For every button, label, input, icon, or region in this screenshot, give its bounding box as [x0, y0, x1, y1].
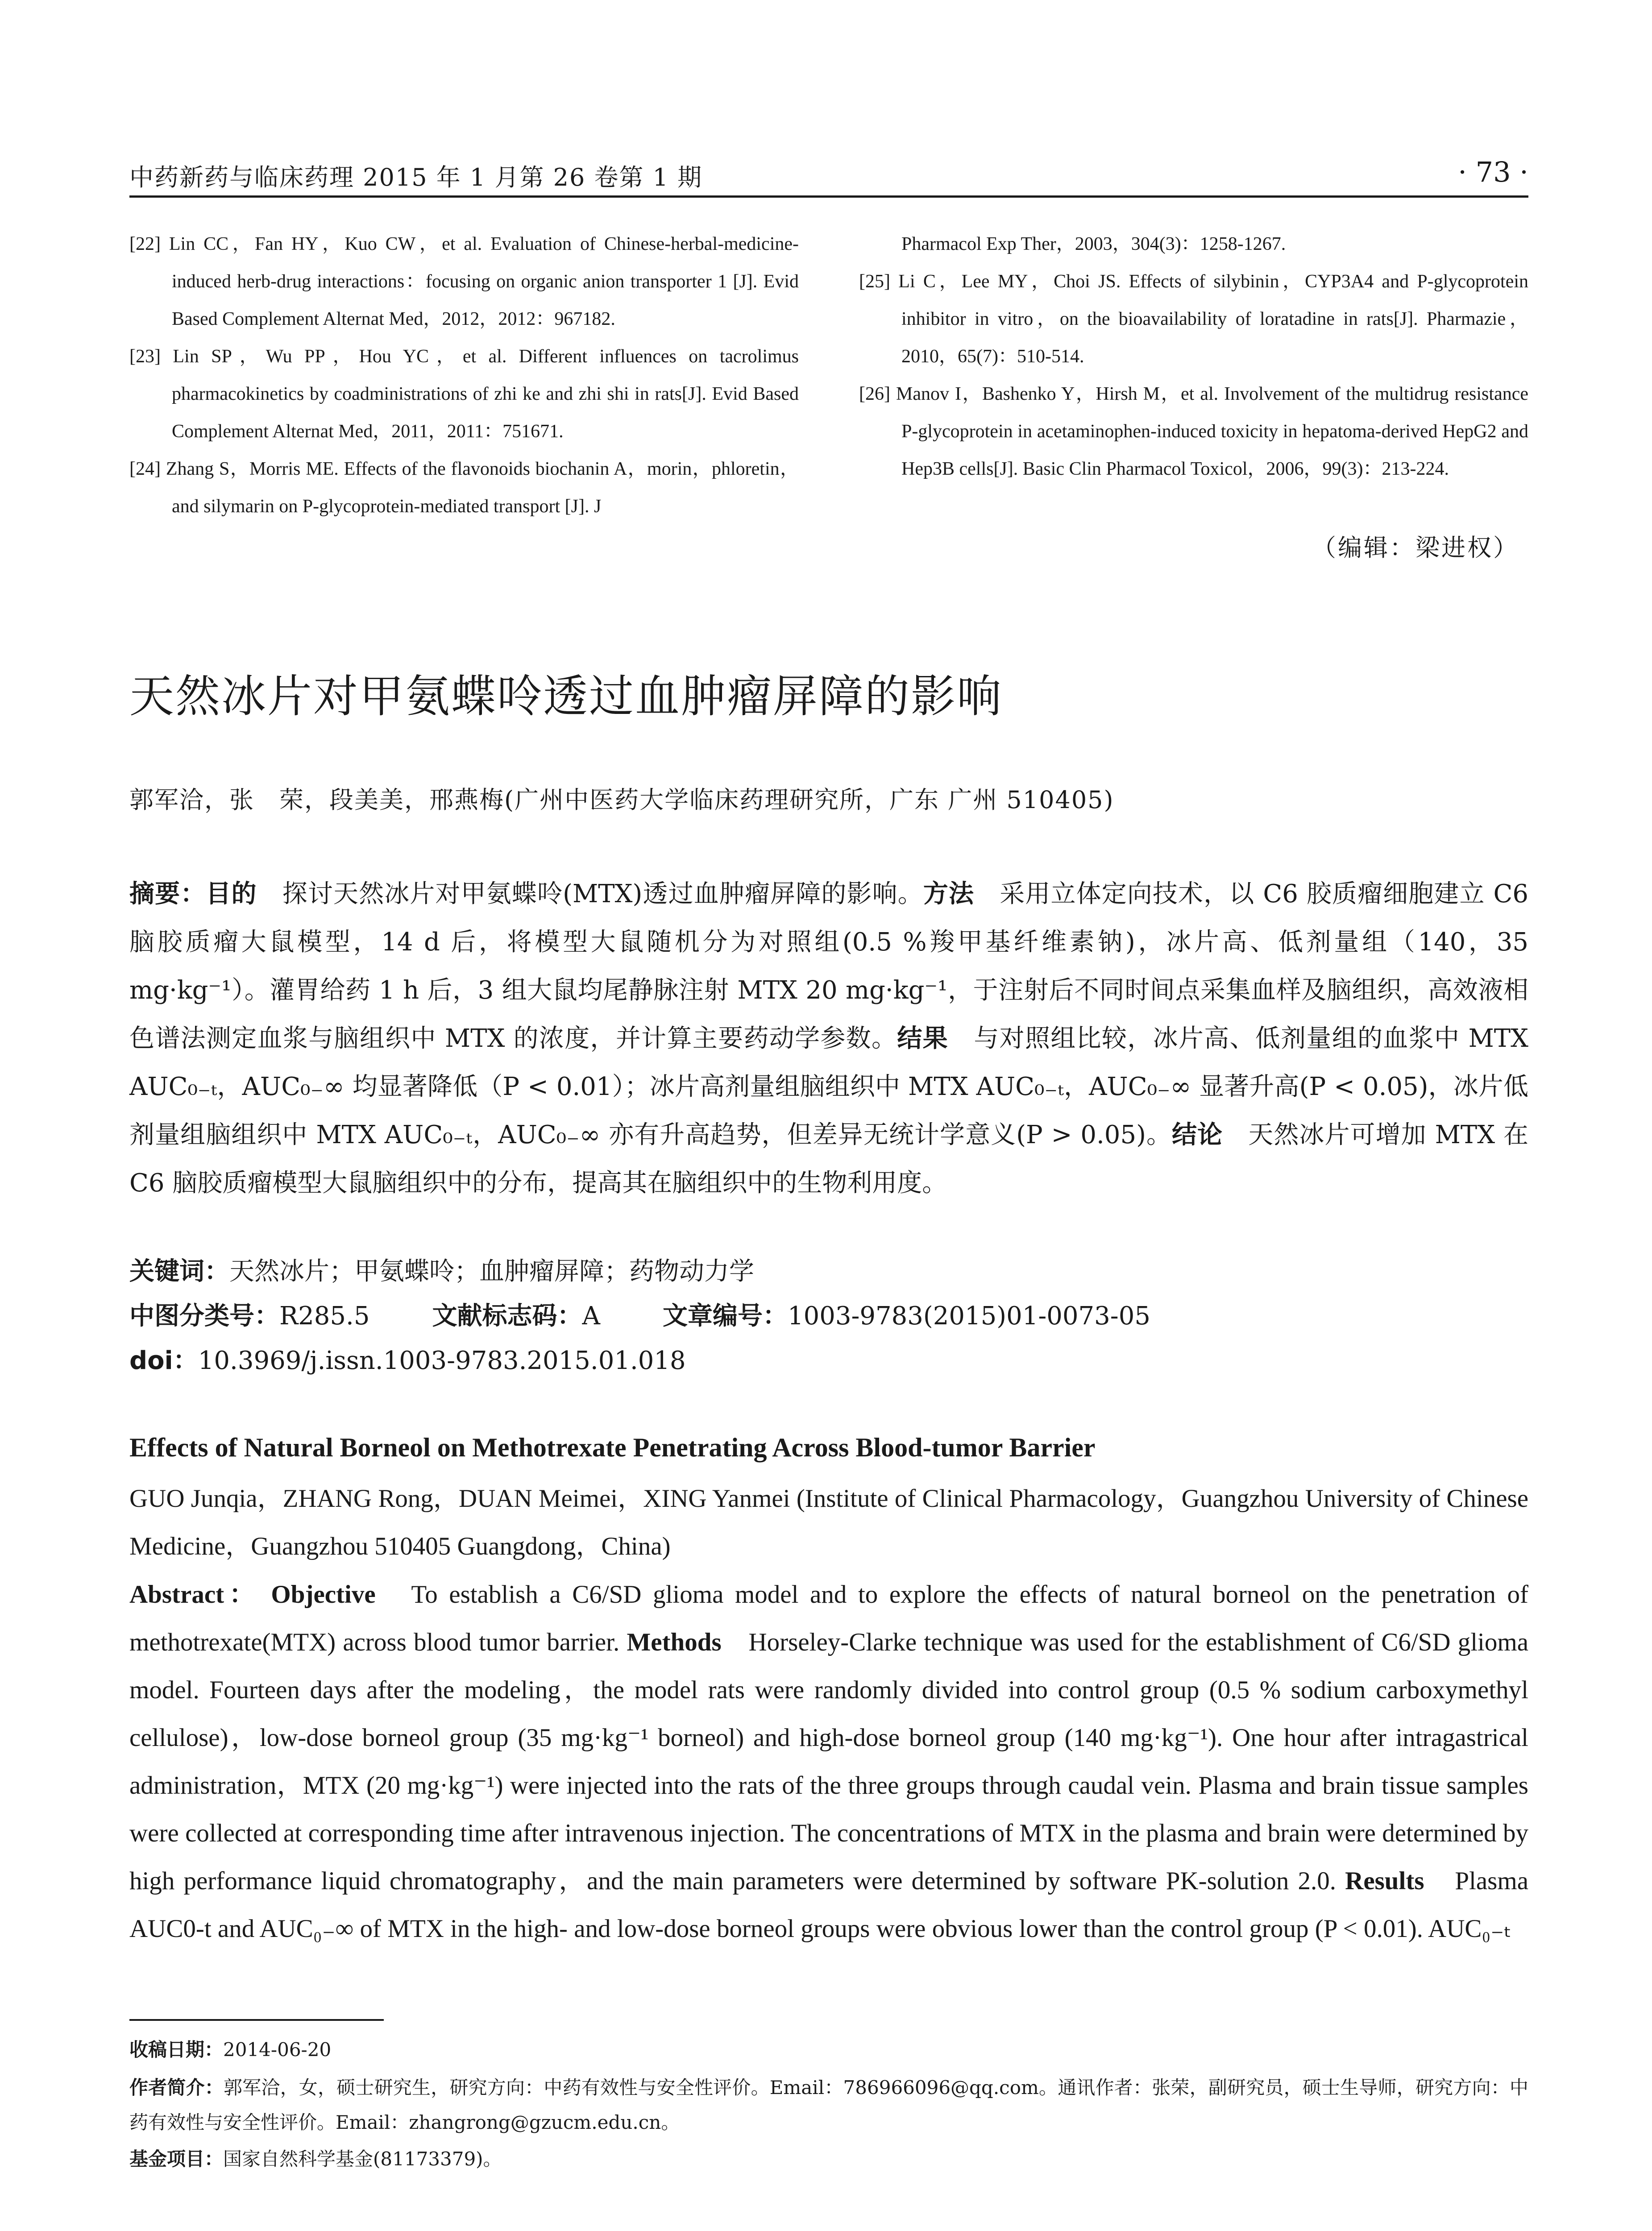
doc-code-label: 文献标志码：: [432, 1302, 582, 1331]
article-no-value: 1003-9783(2015)01-0073-05: [787, 1302, 1150, 1331]
english-authors: [129, 1475, 1528, 1570]
author-bio-label: 作者简介：: [129, 2077, 224, 2098]
clc-label: 中图分类号：: [129, 1302, 279, 1331]
page-number: · 73 ·: [1458, 156, 1528, 188]
conclusion-text: 天然冰片可增加 MTX 在 C6 脑胶质瘤模型大鼠脑组织中的分布，提高其在脑组织中的生物利用度。: [129, 1120, 1528, 1198]
references-right-column: [859, 225, 1528, 488]
en-methods-text: Horseley-Clarke technique was used for the establishment of C6/SD glioma model. Fourteen days after the modeling，the model rats were randomly divided into control group (0.5 % sodium carboxymethyl cellulose)，low-dose borneol group (35 mg·kg⁻¹ borneol) and high-dose borneol group (140 mg·kg⁻¹). One hour after intragastrical administration，MTX (20 mg·kg⁻¹) were injected into the rats of the three groups through caudal vein. Plasma and brain tissue samples were collected at corresponding time after intravenous injection. The concentrations of MTX in the plasma and brain were determined by high performance liquid chromatography，and the main parameters were determined by software PK-solution 2.0.: [129, 1628, 1529, 1895]
running-header: [129, 158, 1528, 194]
funding-text: 国家自然科学基金(81173379)。: [223, 2148, 502, 2170]
received-value: 2014-06-20: [223, 2039, 332, 2061]
reference-25: [25] Li C，Lee MY，Choi JS. Effects of silybinin，CYP3A4 and P-glycoprotein inhibitor in vitro，on the bioavailability of loratadine in rats[J]. Pharmazie，2010，65(7)：510-514.: [859, 271, 1528, 367]
keywords-line: [129, 1249, 1528, 1294]
en-results-text: Plasma AUC0-t and AUC₀₋∞ of MTX in the high- and low-dose borneol groups were obvious lower than the control group (P < 0.01). AUC₀₋ₜ: [129, 1867, 1528, 1943]
article-authors: 郭军洽，张 荣，段美美，邢燕梅(广州中医药大学临床药理研究所，广东 广州 510405): [129, 786, 1114, 814]
doi-line: [129, 1339, 1528, 1383]
reference-23: [23] Lin SP，Wu PP，Hou YC，et al. Different influences on tacrolimus pharmacokinetics by coadministrations of zhi ke and zhi shi in rats[J]. Evid Based Complement Alternat Med，2011，2011：751671.: [129, 346, 799, 442]
reference-24: [24] Zhang S，Morris ME. Effects of the flavonoids biochanin A，morin，phloretin，and silymarin on P-glycoprotein-mediated transport [J]. J: [129, 459, 799, 517]
en-objective-label: Objective: [271, 1580, 376, 1609]
en-abstract-label: Abstract：: [129, 1580, 260, 1609]
doi-value: 10.3969/j.issn.1003-9783.2015.01.018: [198, 1346, 686, 1375]
purpose-text: 探讨天然冰片对甲氨蝶呤(MTX)透过血肿瘤屏障的影响。: [257, 879, 923, 908]
en-results-label: Results: [1345, 1867, 1424, 1895]
article-no-label: 文章编号：: [662, 1302, 788, 1331]
funding-label: 基金项目：: [129, 2148, 224, 2170]
en-methods-label: Methods: [627, 1628, 722, 1656]
funding: [129, 2142, 1528, 2177]
keywords-text: 天然冰片；甲氨蝶呤；血肿瘤屏障；药物动力学: [229, 1257, 754, 1286]
english-title: Effects of Natural Borneol on Methotrexate Penetrating Across Blood-tumor Barrier: [129, 1433, 1096, 1462]
conclusion-label: 结论: [1172, 1120, 1223, 1149]
references-left-column: [129, 225, 799, 525]
author-bio: [129, 2070, 1528, 2140]
result-label: 结果: [897, 1024, 948, 1053]
editor-note: （编辑：梁进权）: [1312, 534, 1519, 562]
abstract-label: 摘要：: [129, 879, 206, 908]
received-label: 收稿日期：: [129, 2039, 224, 2061]
result-text: 与对照组比较，冰片高、低剂量组的血浆中 MTX AUC₀₋ₜ，AUC₀₋∞ 均显著降低（P < 0.01）；冰片高剂量组脑组织中 MTX AUC₀₋ₜ，AUC₀₋∞ 显著升高(P < 0.05)，冰片低剂量组脑组织中 MTX AUC₀₋ₜ，AUC₀₋∞ 亦有升高趋势，但差异无统计学意义(P > 0.05)。: [129, 1024, 1529, 1149]
method-label: 方法: [923, 879, 975, 908]
reference-22: [22] Lin CC，Fan HY，Kuo CW，et al. Evaluation of Chinese-herbal-medicine-induced herb-drug interactions：focusing on organic anion transporter 1 [J]. Evid Based Complement Alternat Med，2012，2012：967182.: [129, 234, 799, 329]
footnote-rule: [129, 2019, 384, 2021]
author-bio-text: 郭军洽，女，硕士研究生，研究方向：中药有效性与安全性评价。Email：786966096@qq.com。通讯作者：张荣，副研究员，硕士生导师，研究方向：中药有效性与安全性评价。Email：zhangrong@gzucm.edu.cn。: [129, 2077, 1528, 2133]
received-date: [129, 2032, 1528, 2067]
purpose-label: 目的: [206, 879, 257, 908]
reference-24-continuation: Pharmacol Exp Ther，2003，304(3)：1258-1267.: [901, 234, 1286, 254]
doc-code-value: A: [582, 1302, 600, 1331]
english-authors-text: GUO Junqia，ZHANG Rong，DUAN Meimei，XING Yanmei (Institute of Clinical Pharmacology，Guangzhou University of Chinese Medicine，Guangzhou 510405 Guangdong，China): [129, 1485, 1528, 1560]
en-objective-text: To establish a C6/SD glioma model and to explore the effects of natural borneol on the penetration of methotrexate(MTX) across blood tumor barrier.: [129, 1580, 1529, 1656]
chinese-abstract: [129, 870, 1528, 1207]
reference-26: [26] Manov I，Bashenko Y，Hirsh M，et al. Involvement of the multidrug resistance P-glycoprotein in acetaminophen-induced toxicity in hepatoma-derived HepG2 and Hep3B cells[J]. Basic Clin Pharmacol Toxicol，2006，99(3)：213-224.: [859, 384, 1528, 479]
keywords-label: 关键词：: [129, 1257, 229, 1286]
article-title: 天然冰片对甲氨蝶呤透过血肿瘤屏障的影响: [129, 670, 1003, 722]
journal-line: 中药新药与临床药理 2015 年 1 月第 26 卷第 1 期: [129, 163, 703, 191]
header-rule: [129, 195, 1528, 198]
clc-value: R285.5: [279, 1302, 370, 1331]
classification-line: [129, 1294, 1528, 1339]
doi-label: doi：: [129, 1346, 198, 1375]
method-text: 采用立体定向技术，以 C6 胶质瘤细胞建立 C6 脑胶质瘤大鼠模型，14 d 后，将模型大鼠随机分为对照组(0.5 %羧甲基纤维素钠)，冰片高、低剂量组（140，35 mg·kg⁻¹）。灌胃给药 1 h 后，3 组大鼠均尾静脉注射 MTX 20 mg·kg⁻¹，于注射后不同时间点采集血样及脑组织，高效液相色谱法测定血浆与脑组织中 MTX 的浓度，并计算主要药动学参数。: [129, 879, 1529, 1053]
english-abstract: [129, 1571, 1528, 1953]
